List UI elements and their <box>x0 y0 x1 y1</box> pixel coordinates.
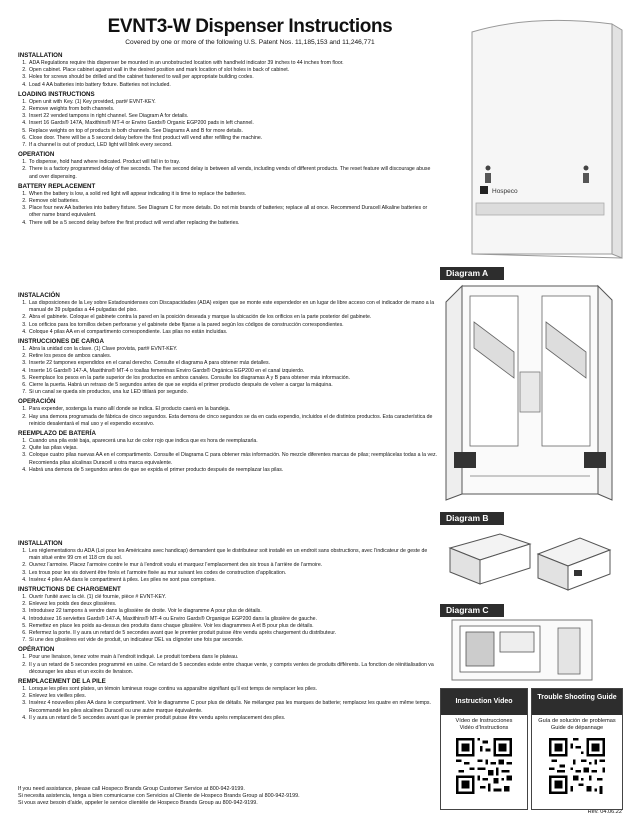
diagram-a-label: Diagram A <box>440 267 504 280</box>
diagram-c-illustration <box>440 618 620 682</box>
dispenser-illustration <box>462 18 634 262</box>
step-list <box>18 406 438 428</box>
section-heading: OPERATION <box>18 151 55 159</box>
support-line: Si vous avez besoin d’aide, appeler le service clientèle de Hospeco Brands Group au 800-942-9199. <box>18 800 258 807</box>
step-list <box>18 159 438 181</box>
step: 1. Open unit with Key. (1) Key provided, part# EVNT-KEY. <box>28 99 438 106</box>
step-list <box>18 438 438 474</box>
step: 5. Remettez en place les poids au-dessus des produits dans chaque glissière. Voir les diagrammes A et B pour plus de détails. <box>28 623 438 630</box>
section-heading: INSTALACIÓN <box>18 292 60 299</box>
diagram-a-illustration <box>440 282 620 504</box>
brand-name: Hospeco <box>492 188 518 195</box>
step: 1. When the battery is low, a solid red light will appear indicating it is time to replace the batteries. <box>28 191 438 198</box>
step: 2. Ouvrez l’armoire. Placez l’armoire contre le mur à l’endroit voulu et marquez l’emplacement des six trous à l’arrière de l’armoire. <box>28 562 438 569</box>
step: 4. Inserte 16 Gards® 147-A, Maxithins® MT-4 o toallas femeninas Enviro Gards® Orgánica EGP200 en el canal izquierdo. <box>28 368 438 375</box>
step: 3. Introduisez 22 tampons à vendre dans la glissière de droite. Voir le diagramme A pour plus de détails. <box>28 608 438 615</box>
step: 1. Las disposiciones de la Ley sobre Estadounidenses con Discapacidades (ADA) exigen que se monte este expendedor en un lugar de libre acceso con el indicador de mano a la manual de 39 pulgadas a 44 pulgadas del piso. <box>28 300 438 314</box>
step: 3. Holes for screws should be drilled and the cabinet fastened to wall per appropriate building codes. <box>28 74 438 81</box>
step: 4. There will be a 5 second delay before the first product will vend after replacing the batteries. <box>28 220 438 227</box>
section-heading: INSTRUCTIONS DE CHARGEMENT <box>18 586 121 594</box>
step: 3. Place four new AA batteries into battery fixture. See Diagram C for more details. Do not mix brands of batteries; replace all at once. Recommend Duracell Alkaline batteries or other name brand equivalent. <box>28 205 438 219</box>
section-heading: REMPLACEMENT DE LA PILE <box>18 678 106 686</box>
step: 3. Insérez 4 nouvelles piles AA dans le compartiment. Voir le diagramme C pour plus de détails. Ne mélangez pas les marques de batterie; remplacez les quatre en même temps. Recommandé les piles alcalines Duracell ou une autre marque équivalente. <box>28 700 438 714</box>
step: 1. Cuando una pila esté baja, aparecerá una luz de color rojo que indica que es hora de reemplazarla. <box>28 438 438 445</box>
dispense-sensor-icon <box>583 166 589 184</box>
step-list <box>18 60 438 89</box>
step: 6. Refermez la porte. Il y aura un retard de 5 secondes avant que le premier produit puisse être vendu après chargement du distributeur. <box>28 630 438 637</box>
step: 1. Abra la unidad con la clave. (1) Clave provista, part# EVNT-KEY. <box>28 346 438 353</box>
english-section <box>18 50 438 227</box>
step: 1. Pour une livraison, tenez votre main à l’endroit indiqué. Le produit tombera dans le plateau. <box>28 654 438 661</box>
step: 2. Remove old batteries. <box>28 198 438 205</box>
step: 6. Close door. There will be a 5 second delay before the first product will vend after refilling the machine. <box>28 135 438 142</box>
step: 7. Si une des glissières est vide de produit, un indicateur DEL va clignoter une fois par seconde. <box>28 637 438 644</box>
step: 2. Enlevez les vieilles piles. <box>28 693 438 700</box>
step: 5. Reemplace los pesos en la parte superior de los productos en ambos canales. Consulte los diagramas A y B para obtener más información. <box>28 375 438 382</box>
step: 2. Hay una demora programada de fábrica de cinco segundos. Esta demora de cinco segundos se da en cada expendio, incluidos el de distintos productos. Esta característica de reinicio desalentará el mal uso y el expendio excesivo. <box>28 414 438 428</box>
step-list <box>18 346 438 396</box>
diagram-b-illustration <box>440 526 620 598</box>
step: 3. Les trous pour les vis doivent être forés et l’armoire fixée au mur suivant les codes de construction d’application. <box>28 570 438 577</box>
diagram-c-label: Diagram C <box>440 604 504 617</box>
step: 7. If a channel is out of product, LED light will blink every second. <box>28 142 438 149</box>
step: 2. There is a factory programmed delay of five seconds. The five second delay is between all vends, including vends of different products. The reset feature will discourage abuse and over dispensing. <box>28 166 438 180</box>
step: 3. Los orificios para los tornillos deben perforarse y el gabinete debe fijarse a la pared según los códigos de construcción correspondientes. <box>28 322 438 329</box>
step: 5. Replace weights on top of products in both channels. See Diagrams A and B for more details. <box>28 128 438 135</box>
section-heading: OPERACIÓN <box>18 398 56 406</box>
revision-number: Rev. 04.06.22 <box>587 809 622 815</box>
step: 4. Insérez 4 piles AA dans le compartiment à piles. Les piles ne sont pas comprises. <box>28 577 438 584</box>
section-heading: INSTALLATION <box>18 540 63 547</box>
step: 4. Coloque 4 pilas AA en el compartimento correspondiente. Las pilas no están incluidas. <box>28 329 438 336</box>
caption-line: Guide de dépannage <box>550 725 604 731</box>
caption-line: Vídeo de Instrucciones <box>455 718 513 724</box>
troubleshooting-guide-caption <box>532 718 622 732</box>
step: 2. Remove weights from both channels. <box>28 106 438 113</box>
step-list <box>18 686 438 722</box>
step-list <box>18 300 438 336</box>
step: 3. Insert 22 vended tampons in right channel. See Diagram A for details. <box>28 113 438 120</box>
section-heading: BATTERY REPLACEMENT <box>18 182 96 190</box>
section-heading: INSTALLATION <box>18 52 63 59</box>
step: 2. Quite las pilas viejas. <box>28 445 438 452</box>
step: 2. Il y a un retard de 5 secondes programmé en usine. Ce retard de 5 secondes existe entre chaque vente, y compris ventes de produits différents. La fonction de réinitialisation va décourager les abus et un excès de livraison. <box>28 662 438 676</box>
step: 1. Les réglementations du ADA (Loi pour les Américains avec handicap) demandent que le distributeur soit installé en un endroit sans obstructions, avec l’indicateur de geste de main situé entre 99 cm et 118 cm du sol. <box>28 548 438 562</box>
step: 1. ADA Regulations require this dispenser be mounted in an unobstructed location with handheld indicator 39 inches to 44 inches from floor. <box>28 60 438 67</box>
section-heading: REEMPLAZO DE BATERÍA <box>18 430 96 438</box>
patent-notice: Covered by one or more of the following U.S. Patent Nos. 11,185,153 and 11,246,771 <box>125 39 375 46</box>
section-heading: OPÉRATION <box>18 646 55 654</box>
dispense-sensor-icon <box>485 166 491 184</box>
section-heading: LOADING INSTRUCTIONS <box>18 90 95 98</box>
step: 4. Introduisez 16 serviettes Gards® 147-A, Maxithins® MT-4 ou Enviro Gards® Organique EGP200 dans la glissière de gauche. <box>28 616 438 623</box>
step-list <box>18 654 438 676</box>
step: 4. Habrá una demora de 5 segundos antes de que se expida el primer producto después de reemplazar las pilas. <box>28 467 438 474</box>
step-list <box>18 99 438 149</box>
troubleshooting-guide-qr-code[interactable] <box>549 738 605 794</box>
step-list <box>18 191 438 227</box>
step: 2. Abra el gabinete. Coloque el gabinete contra la pared en la posición deseada y marque la ubicación de los orificios en la parte posterior del gabinete. <box>28 314 438 321</box>
step: 2. Enlevez les poids des deux glissières. <box>28 601 438 608</box>
step: 1. Lorsque les piles sont plates, un témoin lumineux rouge continu va apparaître signifiant qu’il est temps de remplacer les piles. <box>28 686 438 693</box>
step: 2. Open cabinet. Place cabinet against wall in the desired position and mark location of slot holes in back of cabinet. <box>28 67 438 74</box>
step: 4. Insert 16 Gards® 147A, Maxithins® MT-4 or Enviro Gards® Organic EGP200 pads in left channel. <box>28 120 438 127</box>
section-heading: INSTRUCCIONES DE CARGA <box>18 338 104 346</box>
french-section <box>18 538 438 722</box>
step: 6. Cierre la puerta. Habrá un retraso de 5 segundos antes de que se expida el primer producto después de volver a cargar la máquina. <box>28 382 438 389</box>
step: 7. Si un canal se queda sin productos, una luz LED titilará por segundo. <box>28 389 438 396</box>
step: 1. Ouvrir l’unité avec la clé. (1) clé fournie, pièce # EVNT-KEY. <box>28 594 438 601</box>
step: 3. Inserte 22 tampones expendidos en el canal derecho. Consulte el diagrama A para obtener más detalles. <box>28 360 438 367</box>
spanish-section <box>18 290 438 474</box>
caption-line: Vidéo d’Instructions <box>459 725 509 731</box>
step-list <box>18 548 438 584</box>
support-line: If you need assistance, please call Hospeco Brands Group Customer Service at 800-942-9199. <box>18 786 245 792</box>
step: 4. Il y aura un retard de 5 secondes avant que le premier produit puisse être vendu après remplacement des piles. <box>28 715 438 722</box>
step: 2. Retire los pesos de ambos canales. <box>28 353 438 360</box>
step: 3. Coloque cuatro pilas nuevas AA en el compartimento. Consulte el Diagrama C para obtener más información. No mezcle diferentes marcas de pilas; reemplácelas todas a la vez. Recomienda pilas alcalinas Duracell u otra marca equivalente. <box>28 452 438 466</box>
step: 1. Para expender, sostenga la mano allí donde se indica. El producto caerá en la bandeja. <box>28 406 438 413</box>
step: 4. Load 4 AA batteries into battery fixture. Batteries not included. <box>28 82 438 89</box>
instruction-video-title: Instruction Video <box>441 689 527 715</box>
instruction-video-caption <box>441 718 527 732</box>
support-contact <box>18 786 398 808</box>
instruction-video-qr-code[interactable] <box>456 738 512 794</box>
step: 1. To dispense, hold hand where indicated. Product will fall in to tray. <box>28 159 438 166</box>
troubleshooting-guide-title: Trouble Shooting Guide <box>532 689 622 715</box>
caption-line: Guía de solución de problemas <box>538 718 616 724</box>
brand-logo-icon <box>480 186 488 194</box>
document-title: EVNT3-W Dispenser Instructions <box>107 16 393 37</box>
support-line: Si necesita asistencia, tenga a bien comunicarse con Servicios al Cliente de Hospeco Brands Group al 800-942-9199. <box>18 793 300 800</box>
step-list <box>18 594 438 644</box>
diagram-b-label: Diagram B <box>440 512 504 525</box>
